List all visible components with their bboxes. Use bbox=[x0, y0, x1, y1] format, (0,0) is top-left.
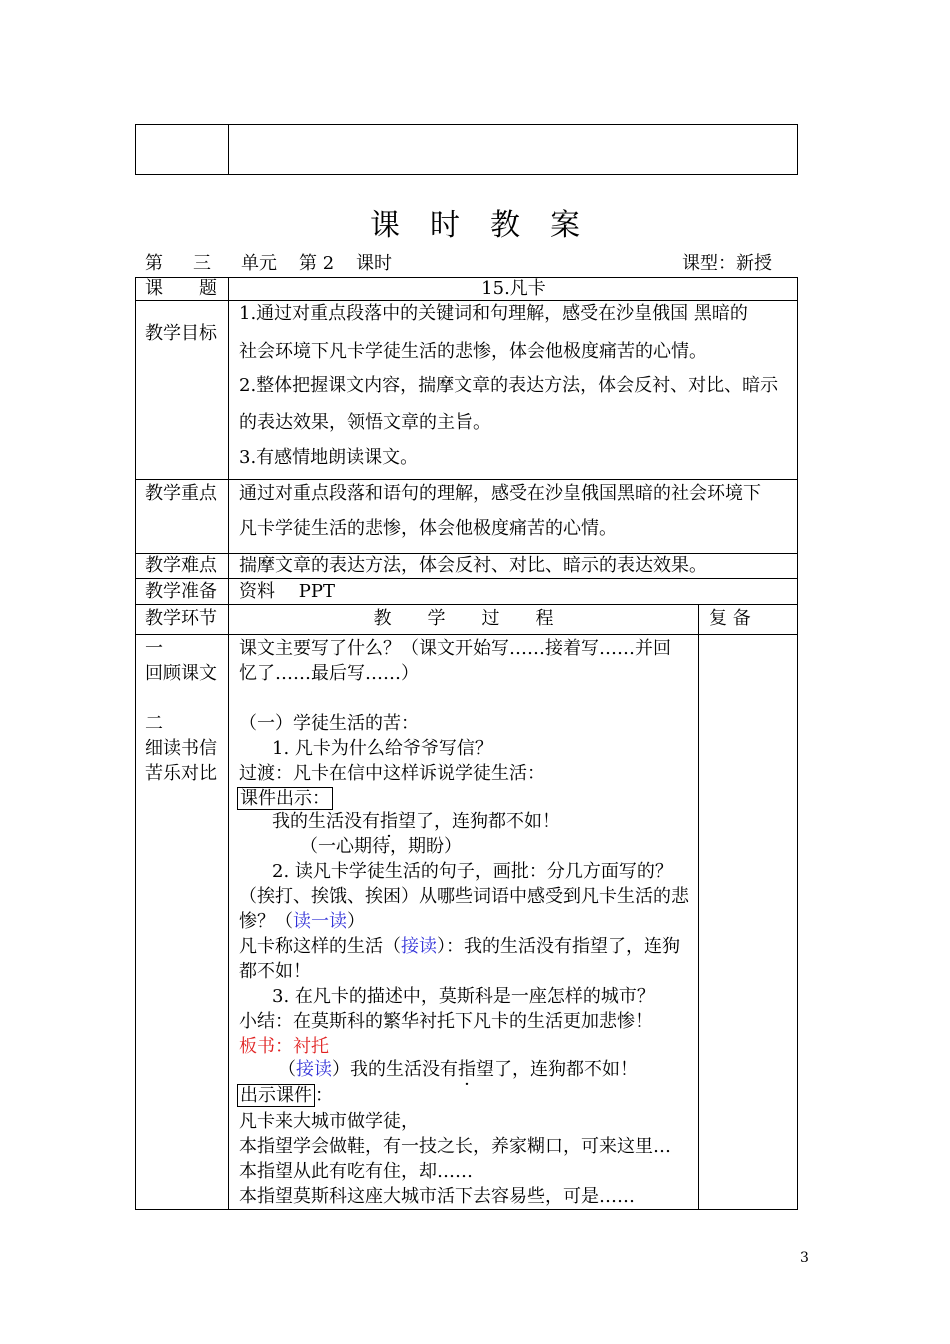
process-label: 教 学 过 程 bbox=[373, 608, 554, 629]
unit-suffix: 单元 bbox=[241, 253, 277, 274]
page-number: 3 bbox=[800, 1250, 809, 1266]
quote-part: 望了，连狗都不如！ bbox=[398, 811, 560, 832]
difficulty-label: 教学难点 bbox=[145, 555, 217, 576]
quote-line bbox=[272, 810, 560, 834]
quote-line bbox=[278, 1058, 638, 1082]
prep-label: 教学准备 bbox=[145, 581, 217, 602]
text-part: 望了，连狗都不如！ bbox=[476, 1059, 638, 1080]
follow-read-note: 接读 bbox=[401, 936, 437, 957]
courseware-label: 出示课件 bbox=[237, 1084, 315, 1107]
lesson-prefix: 第 2 bbox=[299, 253, 335, 274]
topic-label: 课 题 bbox=[145, 278, 217, 299]
unit-prefix: 第 bbox=[145, 253, 163, 274]
goals-line: 的表达效果，领悟文章的主旨。 bbox=[239, 412, 491, 433]
process-line bbox=[239, 935, 680, 959]
text-part: ）我的生活没有 bbox=[332, 1059, 458, 1080]
review-label: 复 备 bbox=[709, 608, 751, 629]
process-line: （一心期待，期盼） bbox=[300, 836, 462, 857]
board-note: 板书：衬托 bbox=[239, 1036, 329, 1057]
follow-read-note: 接读 bbox=[296, 1059, 332, 1080]
prep-value: 资料 PPT bbox=[239, 581, 335, 602]
process-line: 过渡：凡卡在信中这样诉说学徒生活： bbox=[239, 763, 545, 784]
stage-label: 教学环节 bbox=[145, 608, 217, 629]
courseware-box bbox=[237, 787, 333, 811]
topic-value: 15.凡卡 bbox=[481, 278, 546, 299]
goals-label: 教学目标 bbox=[145, 323, 217, 344]
goals-line: 3.有感情地朗读课文。 bbox=[239, 447, 419, 468]
stage-two-number: 二 bbox=[145, 713, 163, 734]
emphasis-char: 指 bbox=[380, 811, 398, 832]
text-part: ）：我的生活没有指望了，连狗 bbox=[437, 936, 680, 957]
focus-label: 教学重点 bbox=[145, 483, 217, 504]
stage-one-name: 回顾课文 bbox=[145, 663, 217, 684]
process-line: 本指望学会做鞋，有一技之长，养家糊口，可来这里… bbox=[239, 1136, 671, 1157]
process-line: 小结：在莫斯科的繁华衬托下凡卡的生活更加悲惨！ bbox=[239, 1011, 653, 1032]
courseware-box bbox=[237, 1084, 333, 1108]
process-line: 1. 凡卡为什么给爷爷写信？ bbox=[272, 738, 493, 759]
process-line: 3. 在凡卡的描述中，莫斯科是一座怎样的城市？ bbox=[272, 986, 655, 1007]
goals-line: 社会环境下凡卡学徒生活的悲惨，体会他极度痛苦的心情。 bbox=[239, 341, 707, 362]
focus-line: 凡卡学徒生活的悲惨，体会他极度痛苦的心情。 bbox=[239, 518, 617, 539]
text-part: 惨？（ bbox=[239, 911, 293, 932]
lesson-type: 课型：新授 bbox=[682, 253, 772, 274]
difficulty-value: 揣摩文章的表达方法，体会反衬、对比、暗示的表达效果。 bbox=[239, 555, 707, 576]
process-line: 2. 读凡卡学徒生活的句子，画批：分几方面写的？ bbox=[272, 861, 673, 882]
process-line: 本指望从此有吃有住，却…… bbox=[239, 1161, 473, 1182]
process-line: 凡卡来大城市做学徒， bbox=[239, 1111, 419, 1132]
process-line: （一）学徒生活的苦： bbox=[239, 713, 419, 734]
emphasis-char: 指 bbox=[458, 1059, 476, 1080]
text-part: ： bbox=[315, 1085, 333, 1106]
process-line: （挨打、挨饿、挨困）从哪些词语中感受到凡卡生活的悲 bbox=[239, 886, 689, 907]
read-aloud-note: 读一读 bbox=[293, 911, 347, 932]
page-title: 课 时 教 案 bbox=[370, 208, 580, 243]
goals-line: 2.整体把握课文内容，揣摩文章的表达方法，体会反衬、对比、暗示 bbox=[239, 375, 779, 396]
process-line: 忆了……最后写……） bbox=[239, 663, 419, 684]
process-line bbox=[239, 910, 365, 934]
goals-line: 1.通过对重点段落中的关键词和句理解，感受在沙皇俄国 黑暗的 bbox=[239, 303, 748, 324]
stage-one-number: 一 bbox=[145, 638, 163, 659]
process-line: 都不如！ bbox=[239, 961, 311, 982]
text-part: 凡卡称这样的生活（ bbox=[239, 936, 401, 957]
text-part: （ bbox=[278, 1059, 296, 1080]
focus-line: 通过对重点段落和语句的理解，感受在沙皇俄国黑暗的社会环境下 bbox=[239, 483, 761, 504]
text-part: ） bbox=[347, 911, 365, 932]
process-line: 本指望莫斯科这座大城市活下去容易些，可是…… bbox=[239, 1186, 635, 1207]
stage-two-name: 苦乐对比 bbox=[145, 763, 217, 784]
process-line: 课文主要写了什么？（课文开始写……接着写……并回 bbox=[239, 638, 671, 659]
unit-number: 三 bbox=[193, 253, 211, 274]
stage-two-name: 细读书信 bbox=[145, 738, 217, 759]
courseware-label: 课件出示： bbox=[237, 787, 333, 810]
lesson-suffix: 课时 bbox=[356, 253, 392, 274]
quote-part: 我的生活没有 bbox=[272, 811, 380, 832]
